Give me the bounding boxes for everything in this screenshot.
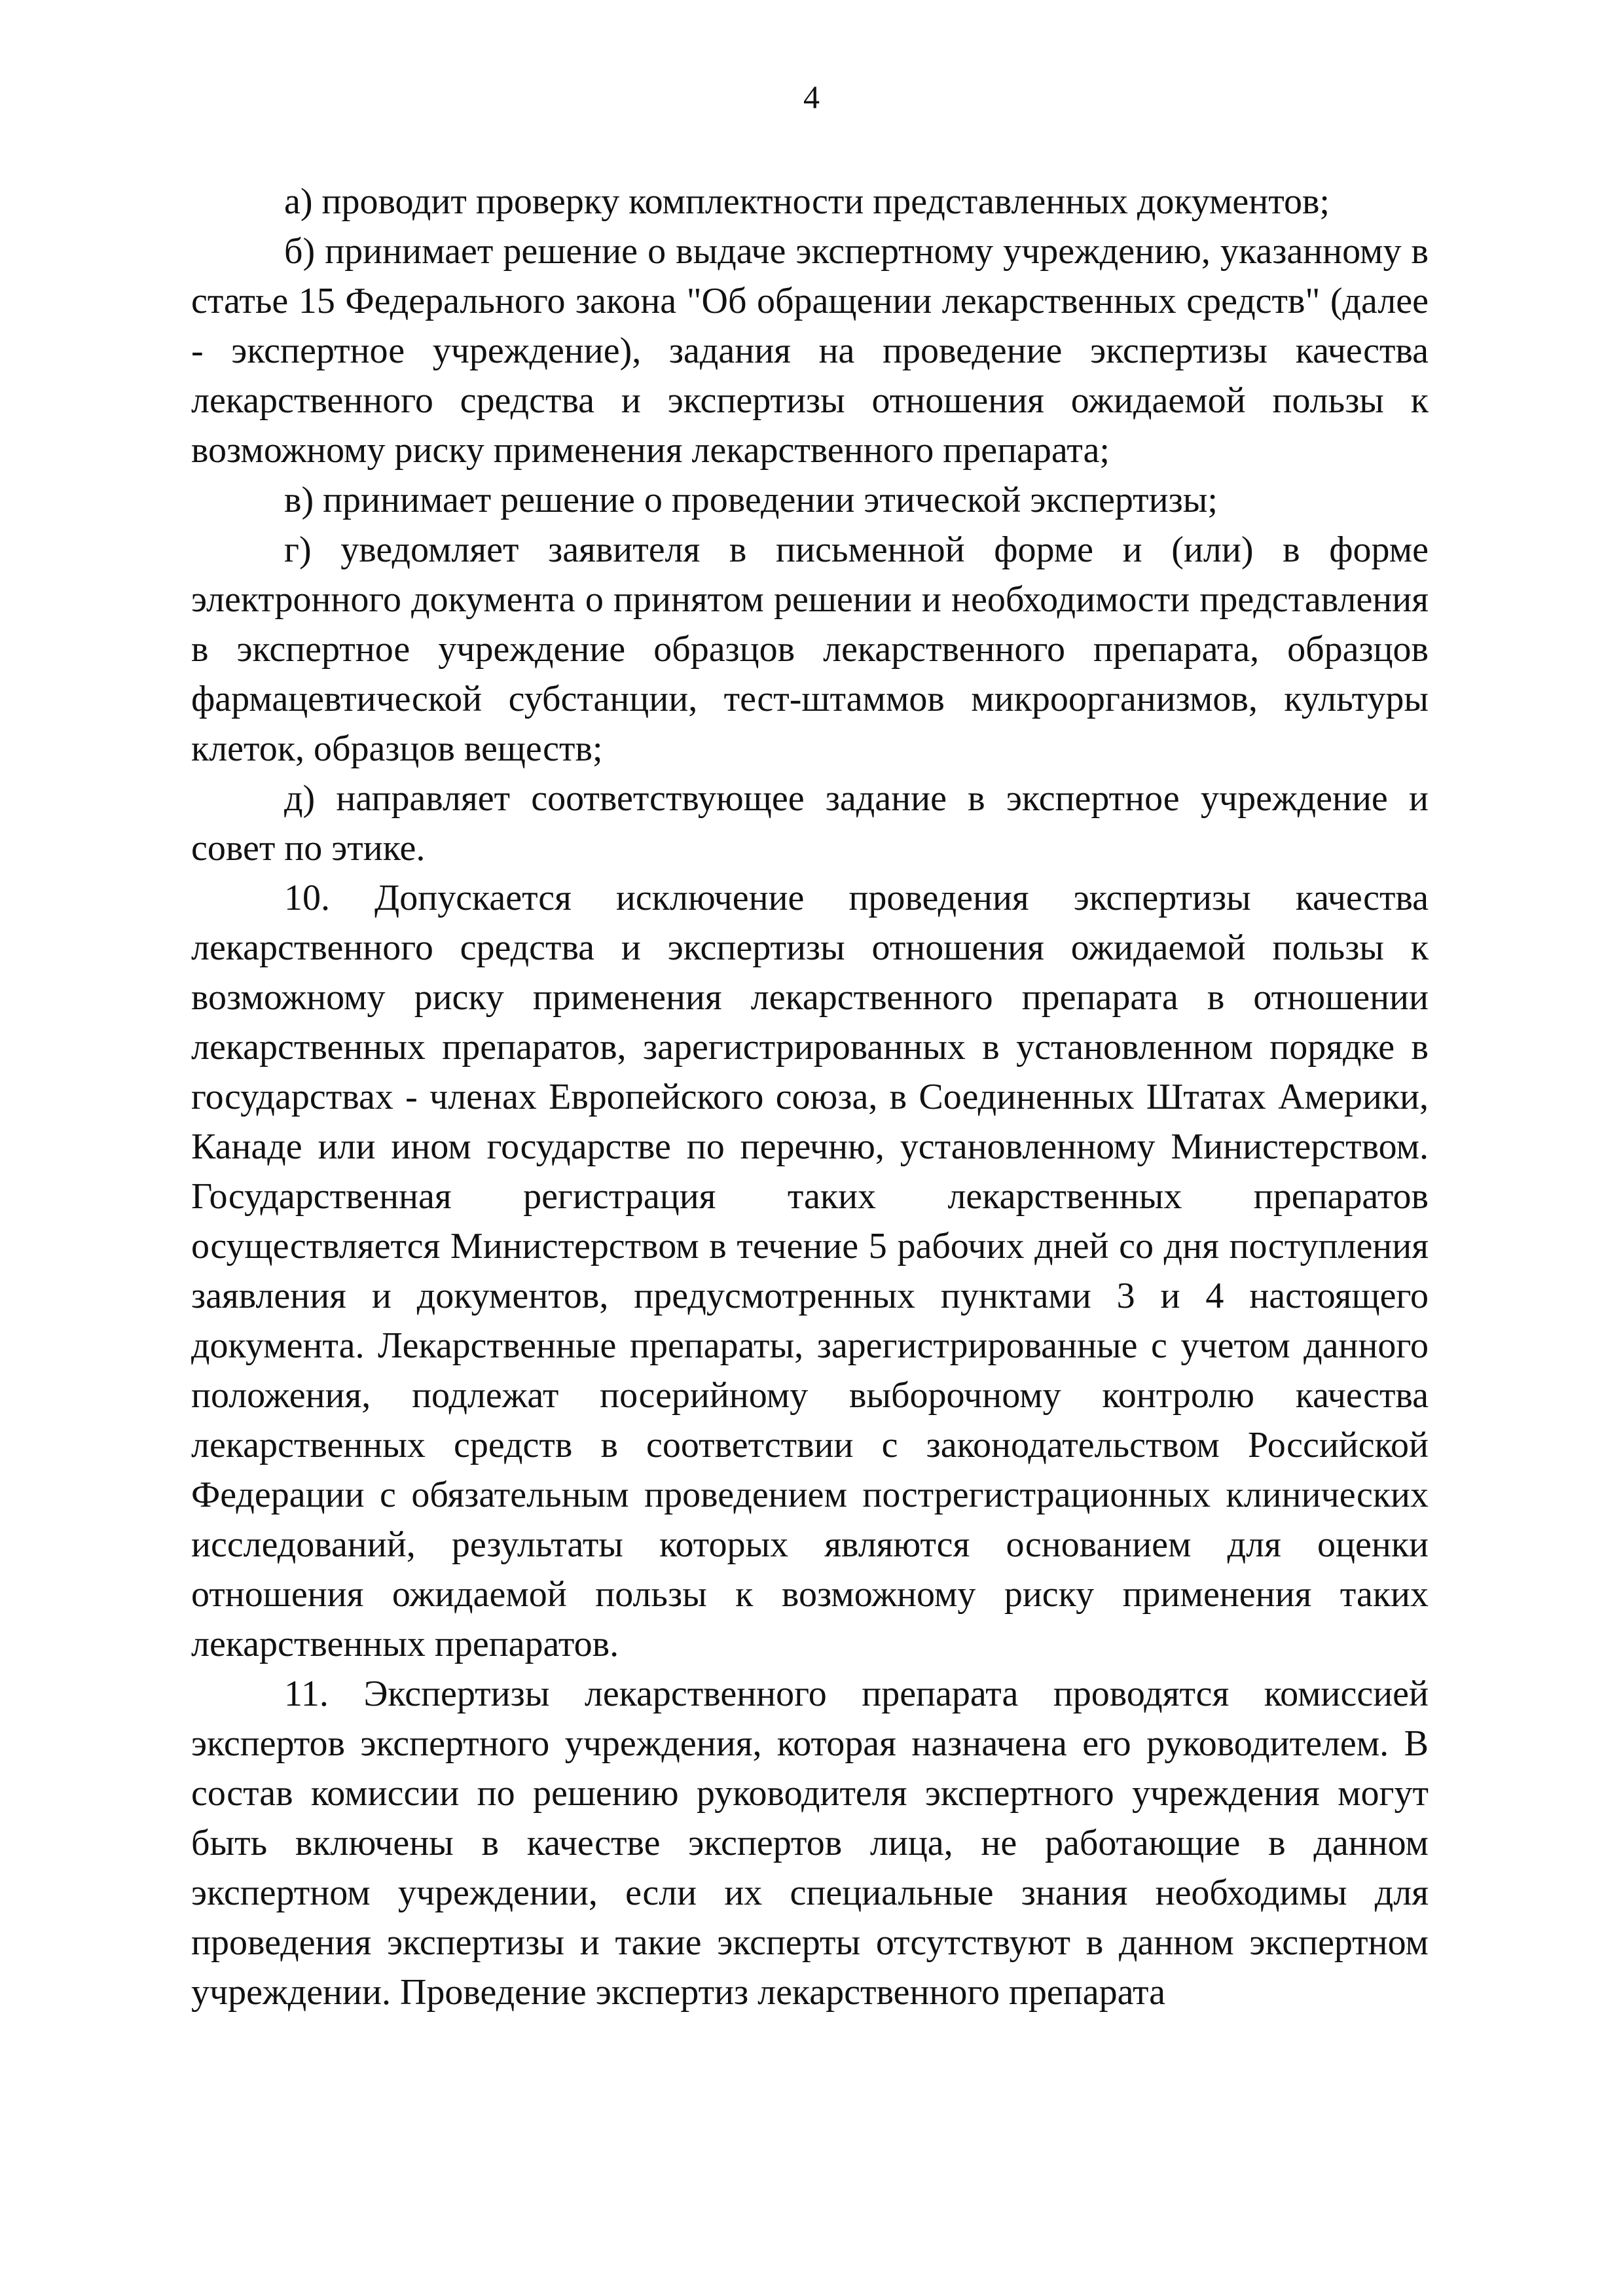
document-body [191, 177, 1429, 2017]
paragraph-item-v: в) принимает решение о проведении этической экспертизы; [284, 480, 1218, 520]
paragraph-item-d: д) направляет соответствующее задание в экспертное учреждение и совет по этике. [191, 778, 1429, 869]
paragraph-clause-10: 10. Допускается исключение проведения экспертизы качества лекарственного средства и экспертизы отношения ожидаемой пользы к возможному риску применения лекарственного препарата в отношении лекарственных препаратов, зарегистрированных в установленном порядке в государствах - членах Европейского союза, в Соединенных Штатах Америки, Канаде или ином государстве по перечню, установленному Министерством. Государственная регистрация таких лекарственных препаратов осуществляется Министерством в течение 5 рабочих дней со дня поступления заявления и документов, предусмотренных пунктами 3 и 4 настоящего документа. Лекарственные препараты, зарегистрированные с учетом данного положения, подлежат посерийному выборочному контролю качества лекарственных средств в соответствии с законодательством Российской Федерации с обязательным проведением пострегистрационных клинических исследований, результаты которых являются основанием для оценки отношения ожидаемой пользы к возможному риску применения таких лекарственных препаратов. [191, 878, 1429, 1664]
paragraph-clause-11: 11. Экспертизы лекарственного препарата проводятся комиссией экспертов экспертного учреждения, которая назначена его руководителем. В состав комиссии по решению руководителя экспертного учреждения могут быть включены в качестве экспертов лица, не работающие в данном экспертном учреждении, если их специальные знания необходимы для проведения экспертизы и такие эксперты отсутствуют в данном экспертном учреждении. Проведение экспертиз лекарственного препарата [191, 1674, 1429, 2013]
paragraph-item-g: г) уведомляет заявителя в письменной форме и (или) в форме электронного документа о принятом решении и необходимости представления в экспертное учреждение образцов лекарственного препарата, образцов фармацевтической субстанции, тест-штаммов микроорганизмов, культуры клеток, образцов веществ; [191, 529, 1429, 769]
paragraph-item-b: б) принимает решение о выдаче экспертному учреждению, указанному в статье 15 Федерального закона "Об обращении лекарственных средств" (далее - экспертное учреждение), задания на проведение экспертизы качества лекарственного средства и экспертизы отношения ожидаемой пользы к возможному риску применения лекарственного препарата; [191, 231, 1429, 471]
page-number: 4 [803, 79, 820, 115]
paragraph-item-a: а) проводит проверку комплектности представленных документов; [284, 181, 1330, 222]
